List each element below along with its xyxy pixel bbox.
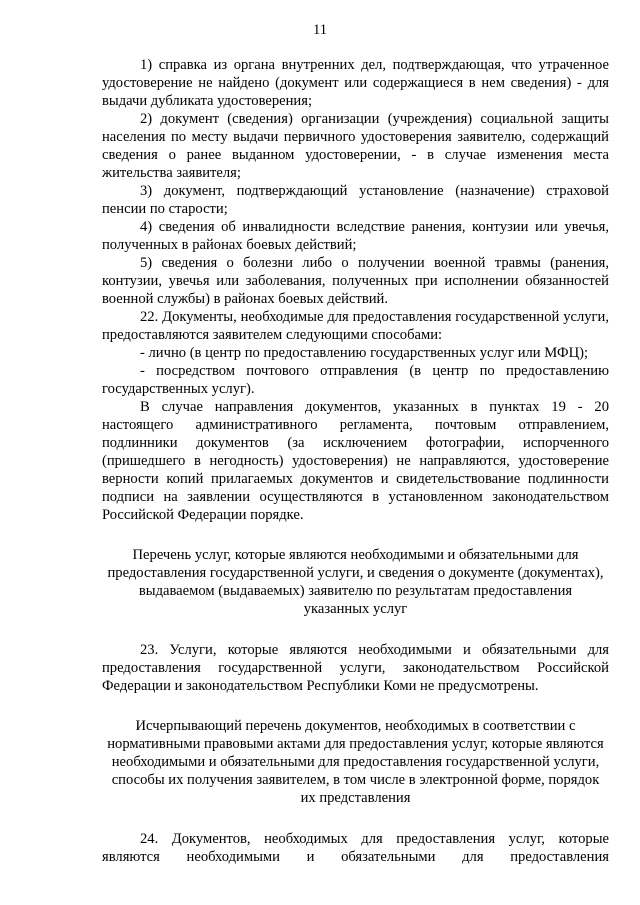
paragraph-22: 22. Документы, необходимые для предоставления государственной услуги, предоставляются заявителем следующими способами: <box>102 309 609 343</box>
paragraph-item-5: 5) сведения о болезни либо о получении военной травмы (ранения, контузии, увечья или заболевания, полученных при исполнении обязанностей военной службы) в районах боевых действий. <box>102 255 609 307</box>
paragraph-mail-conditions: В случае направления документов, указанных в пунктах 19 - 20 настоящего административного регламента, почтовым отправлением, подлинники документов (за исключением фотографии, испорченного (пришедшего в негодность) удостоверения) не направляются, удостоверение верности копий прилагаемых документов и свидетельствование подлинности подписи на заявлении осуществляются в установленном законодательством Российской Федерации порядке. <box>102 399 609 523</box>
paragraph-item-2: 2) документ (сведения) организации (учреждения) социальной защиты населения по месту выдачи первичного удостоверения заявителю, содержащий сведения о ранее выданном удостоверении, - в случае изменения места жительства заявителя; <box>102 111 609 181</box>
paragraph-22-method-mail: - посредством почтового отправления (в центр по предоставлению государственных услуг). <box>102 363 609 397</box>
paragraph-24: 24. Документов, необходимых для предоставления услуг, которые являются необходимыми и обязательными для предоставления <box>102 831 609 865</box>
section-heading-documents: Исчерпывающий перечень документов, необходимых в соответствии с нормативными правовыми актами для предоставления услуг, которые являются необходимыми и обязательными для предоставления государственной услуги, способы их получения заявителем, в том числе в электронной форме, порядок их представления <box>107 718 604 806</box>
paragraph-item-4: 4) сведения об инвалидности вследствие ранения, контузии или увечья, полученных в районах боевых действий; <box>102 219 609 253</box>
section-heading-services: Перечень услуг, которые являются необходимыми и обязательными для предоставления государственной услуги, и сведения о документе (документах), выдаваемом (выдаваемых) заявителю по результатам предоставления указанных услуг <box>107 547 604 617</box>
paragraph-item-1: 1) справка из органа внутренних дел, подтверждающая, что утраченное удостоверение не найдено (документ или содержащиеся в нем сведения) - для выдачи дубликата удостоверения; <box>102 57 609 109</box>
paragraph-item-3: 3) документ, подтверждающий установление (назначение) страховой пенсии по старости; <box>102 183 609 217</box>
page-number: 11 <box>312 22 328 38</box>
paragraph-23: 23. Услуги, которые являются необходимыми и обязательными для предоставления государственной услуги, законодательством Российской Федерации и законодательством Республики Коми не предусмотрены. <box>102 642 609 694</box>
document-body <box>102 56 609 866</box>
paragraph-22-method-in-person: - лично (в центр по предоставлению государственных услуг или МФЦ); <box>140 345 589 361</box>
